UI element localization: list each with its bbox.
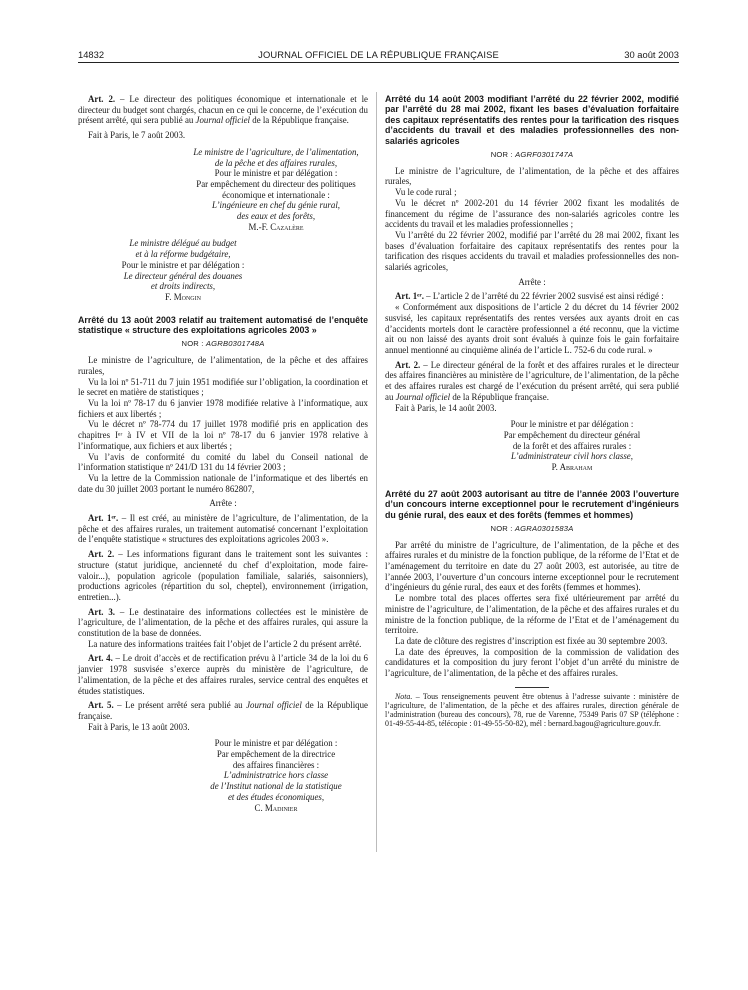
article-paragraph: Art. 5. – Le présent arrêté sera publié au Journal officiel de la République française.: [78, 700, 368, 721]
article-paragraph: Art. 1ᵉʳ. – L’article 2 de l’arrêté du 22 février 2002 susvisé est ainsi rédigé :: [395, 291, 664, 302]
arrete-heading: Arrête :: [209, 498, 237, 509]
article-paragraph: Art. 2. – Le directeur général de la forêt et des affaires rurales et le directeur des affaires financières au ministère de l’agriculture, de l’alimentation, de la pêche et des affaires rurales est chargé de l’exécution du présent arrêté, qui sera publié au Journal officiel de la République française.: [385, 359, 679, 402]
right-column: Arrêté du 14 août 2003 modifiant l’arrêté du 22 février 2002, modifié par l’arrêté du 28 mai 2002, fixant les bases d’évaluation forfaitaire des capitaux représentatifs des rentes pour la tarification des risques d’accidents du travail et des maladies professionnelles des non-salariés agricoles NOR : AGRF0301747A Le ministre de l’agriculture, de l’alimentation, de la pêche et des affaires rurales, Vu le code rural ; Vu le décret nº 2002-201 du 14 février 2002 fixant les modalités de financement du régime de l’assurance des non-salariés agricoles contre les accidents du travail et les maladies professionnelles ; Vu l’arrêté du 22 février 2002, modifié par l’arrêté du 28 mai 2002, fixant les bases d’évaluation forfaitaire des capitaux représentatifs des rentes pour la tarification des risques accidents du travail et maladies professionnelles des non-salariés agricoles, Arrête : Art. 1ᵉʳ. – L’article 2 de l’arrêté du 22 février 2002 susvisé est ainsi rédigé : « Conformément aux dispositions de l’article 2 du décret du 14 février 2002 susvisé, les capitaux représentatifs des rentes versées aux ayants droit en cas d’accidents mortels dont le caractère professionnel a été reconnu, que la victime ait ou non laissé des ayants droit sont évalués à quinze fois le gain forfaitaire annuel mentionné au cinquième alinéa de l’article L. 752-6 du code rural. » Art. 2. – Le directeur général de la forêt et des affaires rurales et le directeur des affaires financières au ministère de l’agriculture, de l’alimentation, de la pêche et des affaires rurales est chargé de l’exécution du présent arrêté, qui sera publié au Journal officiel de la République française. Fait à Paris, le 14 août 2003. Pour le ministre et par délégation : Par empêchement du directeur général de la forêt et des affaires rurales : L’administrateur civil hors classe, P. Abraham Arrêté du 27 août 2003 autorisant au titre de l’année 2003 l’ouverture d’un concours interne exceptionnel pour le recrutement d’ingénieurs du génie rural, des eaux et des forêts (femmes et hommes) NOR : AGRA0301583A Par arrêté du ministre de l’agriculture, de l’alimentation, de la pêche et des affaires rurales et du ministre de la fonction publique, de la réforme de l’Etat et de l’aménagement du territoire en date du 27 août 2003, est autorisée, au titre de l’année 2003, l’ouverture d’un concours interne exceptionnel pour le recrutement d’ingénieurs du génie rural, des eaux et des forêts (femmes et hommes). Le nombre total des places offertes sera fixé ultérieurement par arrêté du ministre de l’agriculture, de l’alimentation, de la pêche et des affaires rurales et du ministre de la fonction publique, de la réforme de l’Etat et de l’aménagement du territoire. La date de clôture des registres d’inscription est fixée au 30 septembre 2003. La date des épreuves, la composition de la commission de validation des candidatures et la composition du jury feront l’objet d’un arrêté du ministre de l’agriculture, de l’alimentation, de la pêche et des affaires rurales. Nota. – Tous renseignements peuvent être obtenus à l’adresse suivante : ministère de l’agriculture, de l’alimentation, de la pêche et des affaires rurales, direction générale de l’administration (bureau des concours), 78, rue de Varenne, 75349 Paris 07 SP (téléphone : 01-49-55-44-85, télécopie : 01-49-55-50-82), mél : bernard.bagou@agriculture.gouv.fr.: [385, 94, 679, 729]
signatory-name: P. Abraham: [551, 462, 593, 473]
article-paragraph: Art. 2. – Le directeur des politiques économique et internationale et le directeur du budget sont chargés, chacun en ce qui le concerne, de l’exécution du présent arrêté, qui sera publié au Journal officiel de la République française.: [78, 94, 368, 126]
left-column: Art. 2. – Le directeur des politiques économique et internationale et le directeur du budget sont chargés, chacun en ce qui le concerne, de l’exécution du présent arrêté, qui sera publié au Journal officiel de la République française. Fait à Paris, le 7 août 2003. Le ministre de l’agriculture, de l’alimentation, de la pêche et des affaires rurales, Pour le ministre et par délégation : Par empêchement du directeur des politiques économique et internationale : L’ingénieure en chef du génie rural, des eaux et des forêts, M.-F. Cazalère Le ministre délégué au budget et à la réforme budgétaire, Pour le ministre et par délégation : Le directeur général des douanes et droits indirects, F. Mongin Arrêté du 13 août 2003 relatif au traitement automatisé de l’enquête statistique « structure des exploitations agricoles 2003 » NOR : AGRB0301748A Le ministre de l’agriculture, de l’alimentation, de la pêche et des affaires rurales, Vu la loi nº 51-711 du 7 juin 1951 modifiée sur l’obligation, la coordination et le secret en matière de statistiques ; Vu la loi nº 78-17 du 6 janvier 1978 modifiée relative à l’informatique, aux fichiers et aux libertés ; Vu le décret nº 78-774 du 17 juillet 1978 modifié pris en application des chapitres Iᵉʳ à IV et VII de la loi nº 78-17 du 6 janvier 1978 relative à l’informatique, aux fichiers et aux libertés ; Vu l’avis de conformité du comité du label du Conseil national de l’information statistique nº 241/D 131 du 14 février 2003 ; Vu la lettre de la Commission nationale de l’informatique et des libertés en date du 30 juillet 2003 portant le numéro 862807, Arrête : Art. 1ᵉʳ. – Il est créé, au ministère de l’agriculture, de l’alimentation, de la pêche et des affaires rurales, un traitement automatisé concernant l’exploitation de l’enquête statistique « structures des exploitations agricoles 2003 ». Art. 2. – Les informations figurant dans le traitement sont les suivantes : structure (statut juridique, ancienneté du chef d’exploitation, mode faire-valoir...), population agricole (population familiale, salariés, saisonniers), productions agricoles (répartition du sol, cheptel), environnement (irrigation, entretien...). Art. 3. – Le destinataire des informations collectées est le ministère de l’agriculture, de l’alimentation, de la pêche et des affaires rurales, qui assure la constitution de la base de données. La nature des informations traitées fait l’objet de l’article 2 du présent arrêté. Art. 4. – Le droit d’accès et de rectification prévu à l’article 34 de la loi du 6 janvier 1978 susvisée s’exerce auprès du ministère de l’agriculture, de l’alimentation, de la pêche et des affaires rurales, service central des enquêtes et études statistiques. Art. 5. – Le présent arrêté sera publié au Journal officiel de la République française. Fait à Paris, le 13 août 2003. Pour le ministre et par délégation : Par empêchement de la directrice des affaires financières : L’administratrice hors classe de l’Institut national de la statistique et des études économiques, C. Madinier: [78, 94, 369, 813]
nor-reference: NOR : AGRF0301747A: [490, 150, 574, 160]
signature-block: Le ministre de l’agriculture, de l’alimentation, de la pêche et des affaires rurales, Pour le ministre et par délégation : Par empêchement du directeur des politiques économique et internationale : L’ingénieure en chef du génie rural, des eaux et des forêts, M.-F. Cazalère: [188, 147, 364, 233]
signature-block: Pour le ministre et par délégation : Par empêchement du directeur général de la forêt et des affaires rurales : L’administrateur civil hors classe, P. Abraham: [465, 419, 679, 473]
page-number: 14832: [78, 49, 105, 60]
nota-note: Nota. – Tous renseignements peuvent être obtenus à l’adresse suivante : ministère de l’agriculture, de l’alimentation, de la pêche et des affaires rurales, direction générale de l’administration (bureau des concours), 78, rue de Varenne, 75349 Paris 07 SP (téléphone : 01-49-55-44-85, télécopie : 01-49-55-50-82), mél : bernard.bagou@agriculture.gouv.fr.: [385, 691, 679, 729]
journal-title: JOURNAL OFFICIEL DE LA RÉPUBLIQUE FRANÇAISE: [258, 49, 499, 60]
issue-date: 30 août 2003: [624, 49, 679, 60]
article-paragraph: Art. 4. – Le droit d’accès et de rectification prévu à l’article 34 de la loi du 6 janvier 1978 susvisée s’exerce auprès du ministère de l’agriculture, de l’alimentation, de la pêche et des affaires rurales, service central des enquêtes et études statistiques.: [78, 653, 368, 696]
column-divider: [376, 92, 377, 852]
nor-reference: NOR : AGRA0301583A: [490, 523, 574, 533]
signature-date: Fait à Paris, le 7 août 2003.: [88, 130, 186, 141]
arrete-heading: Arrête :: [518, 276, 546, 287]
signatory-name: M.-F. Cazalère: [248, 221, 304, 232]
decree-title: Arrêté du 14 août 2003 modifiant l’arrêté du 22 février 2002, modifié par l’arrêté du 28 mai 2002, fixant les bases d’évaluation forfaitaire des capitaux représentatifs des rentes pour la tarification des risques d’accidents du travail et des maladies professionnelles des non-salariés agricoles: [385, 94, 679, 146]
nor-reference: NOR : AGRB0301748A: [181, 339, 265, 349]
article-paragraph: Art. 3. – Le destinataire des informations collectées est le ministère de l’agriculture, de l’alimentation, de la pêche et des affaires rurales, qui assure la constitution de la base de données.: [78, 606, 368, 639]
quoted-text: « Conformément aux dispositions de l’article 2 du décret du 14 février 2002 susvisé, les capitaux représentatifs des rentes versées aux ayants droit en cas d’accidents mortels dont le caractère professionnel a été reconnu, que la victime ait ou non laissé des ayants droit sont évalués à quinze fois le gain forfaitaire annuel mentionné au cinquième alinéa de l’article L. 752-6 du code rural. »: [385, 302, 679, 355]
header-rule: [78, 62, 679, 63]
article-paragraph: Art. 2. – Les informations figurant dans le traitement sont les suivantes : structure (statut juridique, ancienneté du chef d’exploitation, mode faire-valoir...), population agricole (population familiale, salariés, saisonniers), productions agricoles (répartition du sol, cheptel), environnement (irrigation, entretien...).: [78, 549, 369, 602]
signature-date: Fait à Paris, le 13 août 2003.: [88, 721, 190, 732]
article-paragraph: Art. 1ᵉʳ. – Il est créé, au ministère de l’agriculture, de l’alimentation, de la pêche et des affaires rurales, un traitement automatisé concernant l’exploitation de l’enquête statistique « structures des exploitations agricoles 2003 ».: [78, 513, 369, 545]
decree-title: Arrêté du 27 août 2003 autorisant au titre de l’année 2003 l’ouverture d’un concours interne exceptionnel pour le recrutement d’ingénieurs du génie rural, des eaux et des forêts (femmes et hommes): [385, 488, 679, 520]
decree-title: Arrêté du 13 août 2003 relatif au traitement automatisé de l’enquête statistique « structure des exploitations agricoles 2003 »: [78, 314, 368, 336]
signature-date: Fait à Paris, le 14 août 2003.: [395, 402, 497, 413]
signatory-name: C. Madinier: [254, 802, 298, 813]
signatory-name: F. Mongin: [165, 291, 201, 302]
signature-block: Le ministre délégué au budget et à la réforme budgétaire, Pour le ministre et par délégation : Le directeur général des douanes et droits indirects, F. Mongin: [78, 238, 288, 302]
signature-block: Pour le ministre et par délégation : Par empêchement de la directrice des affaires financières : L’administratrice hors classe de l’Institut national de la statistique et des études économiques, C. Madinier: [188, 738, 364, 813]
